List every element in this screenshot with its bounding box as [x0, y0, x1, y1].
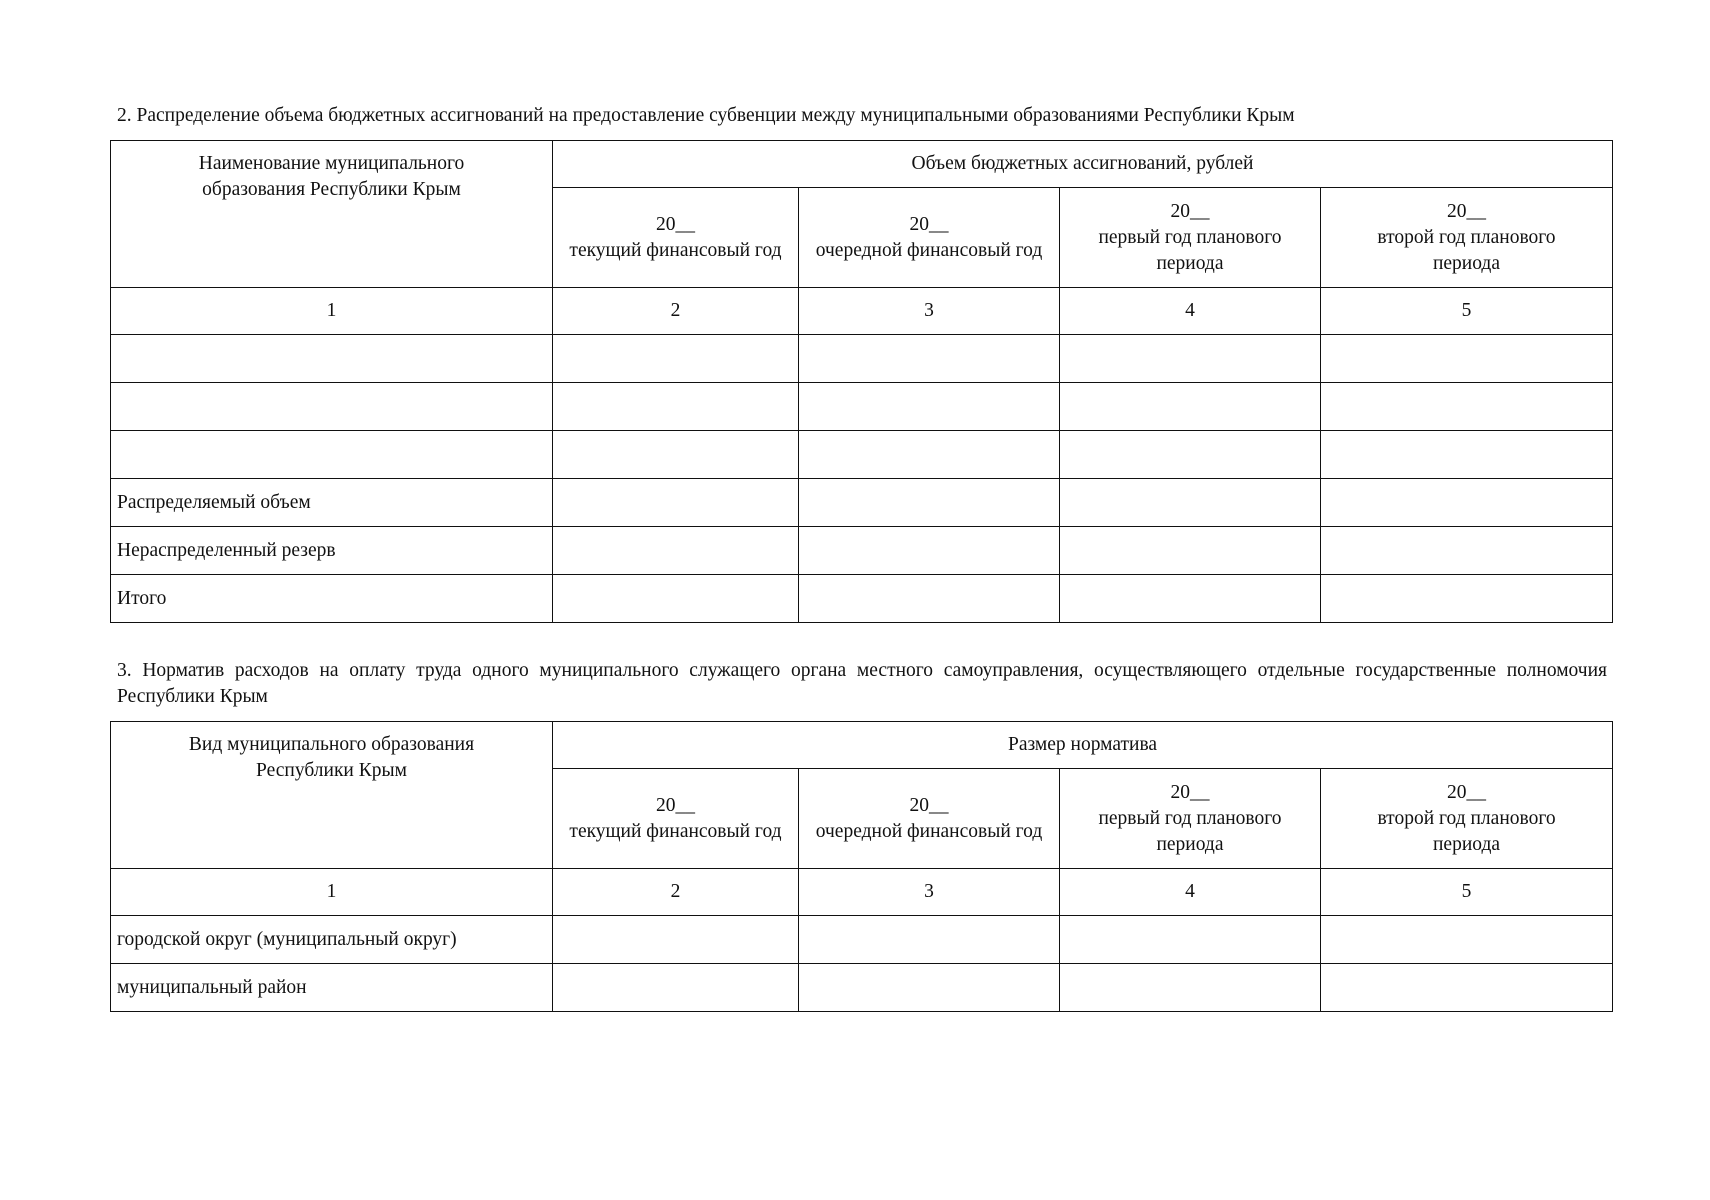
column-number: 1 — [111, 288, 553, 335]
year-col-label: текущий финансовый год — [569, 239, 782, 261]
municipality-type-header: Вид муниципального образования Республики Крым — [111, 722, 553, 869]
column-number: 3 — [799, 288, 1060, 335]
column-number: 4 — [1060, 288, 1321, 335]
value-cell[interactable] — [799, 335, 1060, 383]
value-cell[interactable] — [1321, 383, 1613, 431]
value-cell[interactable] — [1321, 527, 1613, 575]
value-cell[interactable] — [1321, 479, 1613, 527]
section-2-title: 2. Распределение объема бюджетных ассигнований на предоставление субвенции между муниципальными образованиями Республики Крым — [117, 105, 1295, 126]
column-number: 4 — [1060, 869, 1321, 916]
year-placeholder: 20__ — [656, 213, 695, 235]
value-cell[interactable] — [553, 964, 799, 1012]
norm-size-group-header: Размер норматива — [553, 722, 1613, 769]
column-number: 2 — [553, 869, 799, 916]
value-cell[interactable] — [1060, 964, 1321, 1012]
year-placeholder: 20__ — [1170, 781, 1210, 803]
value-cell[interactable] — [553, 383, 799, 431]
year-col-label: первый год планового периода — [1098, 226, 1282, 274]
row-label: городской округ (муниципальный округ) — [111, 916, 553, 964]
column-number: 2 — [553, 288, 799, 335]
value-cell[interactable] — [799, 479, 1060, 527]
section-3-title: 3. Норматив расходов на оплату труда одного муниципального служащего органа местного самоуправления, осуществляющего отдельные государственные полномочия Республики Крым — [117, 660, 1607, 707]
table-row-urban-district — [111, 916, 1613, 964]
year-col-plan-2 — [1321, 188, 1613, 288]
value-cell[interactable] — [553, 575, 799, 623]
value-cell[interactable] — [799, 527, 1060, 575]
column-number-row — [111, 869, 1613, 916]
row-label: Итого — [111, 575, 553, 623]
row-label: Нераспределенный резерв — [111, 527, 553, 575]
column-number: 5 — [1321, 869, 1613, 916]
value-cell[interactable] — [1321, 575, 1613, 623]
column-number: 1 — [111, 869, 553, 916]
row-label[interactable] — [111, 335, 553, 383]
value-cell[interactable] — [799, 383, 1060, 431]
value-cell[interactable] — [1060, 335, 1321, 383]
year-col-label: второй год планового периода — [1377, 807, 1556, 855]
table-row-undistributed-reserve — [111, 527, 1613, 575]
row-label: Распределяемый объем — [111, 479, 553, 527]
value-cell[interactable] — [1060, 383, 1321, 431]
value-cell[interactable] — [1060, 479, 1321, 527]
value-cell[interactable] — [1060, 916, 1321, 964]
value-cell[interactable] — [1321, 964, 1613, 1012]
row-label[interactable] — [111, 383, 553, 431]
table-row — [111, 335, 1613, 383]
year-col-next — [799, 188, 1060, 288]
year-placeholder: 20__ — [909, 794, 949, 816]
salary-norm-table — [110, 721, 1613, 1012]
year-col-current — [553, 188, 799, 288]
column-number-row — [111, 288, 1613, 335]
municipality-name-header: Наименование муниципального образования Республики Крым — [111, 141, 553, 288]
row-label: муниципальный район — [111, 964, 553, 1012]
year-col-plan-2 — [1321, 769, 1613, 869]
year-col-plan-1 — [1060, 769, 1321, 869]
table-row-municipal-area — [111, 964, 1613, 1012]
year-col-label: очередной финансовый год — [815, 239, 1043, 261]
value-cell[interactable] — [799, 575, 1060, 623]
table-row — [111, 431, 1613, 479]
value-cell[interactable] — [799, 431, 1060, 479]
table-row-distributed-volume — [111, 479, 1613, 527]
value-cell[interactable] — [1321, 431, 1613, 479]
year-placeholder: 20__ — [656, 794, 695, 816]
year-col-label: первый год планового периода — [1098, 807, 1282, 855]
column-number: 3 — [799, 869, 1060, 916]
value-cell[interactable] — [799, 916, 1060, 964]
header-row-group — [111, 722, 1613, 769]
year-col-next — [799, 769, 1060, 869]
value-cell[interactable] — [553, 479, 799, 527]
value-cell[interactable] — [553, 527, 799, 575]
year-col-label: очередной финансовый год — [815, 820, 1043, 842]
year-col-plan-1 — [1060, 188, 1321, 288]
table-row — [111, 383, 1613, 431]
year-placeholder: 20__ — [909, 213, 949, 235]
volume-group-header: Объем бюджетных ассигнований, рублей — [553, 141, 1613, 188]
year-placeholder: 20__ — [1447, 781, 1487, 803]
value-cell[interactable] — [1060, 431, 1321, 479]
value-cell[interactable] — [1321, 916, 1613, 964]
value-cell[interactable] — [1060, 527, 1321, 575]
value-cell[interactable] — [553, 916, 799, 964]
value-cell[interactable] — [553, 431, 799, 479]
allocation-table — [110, 140, 1613, 623]
year-col-label: второй год планового периода — [1377, 226, 1556, 274]
value-cell[interactable] — [553, 335, 799, 383]
row-label[interactable] — [111, 431, 553, 479]
year-placeholder: 20__ — [1170, 200, 1210, 222]
value-cell[interactable] — [799, 964, 1060, 1012]
value-cell[interactable] — [1321, 335, 1613, 383]
column-number: 5 — [1321, 288, 1613, 335]
year-col-current — [553, 769, 799, 869]
value-cell[interactable] — [1060, 575, 1321, 623]
year-placeholder: 20__ — [1447, 200, 1486, 222]
table-row-total — [111, 575, 1613, 623]
year-col-label: текущий финансовый год — [569, 820, 782, 842]
header-row-group — [111, 141, 1613, 188]
